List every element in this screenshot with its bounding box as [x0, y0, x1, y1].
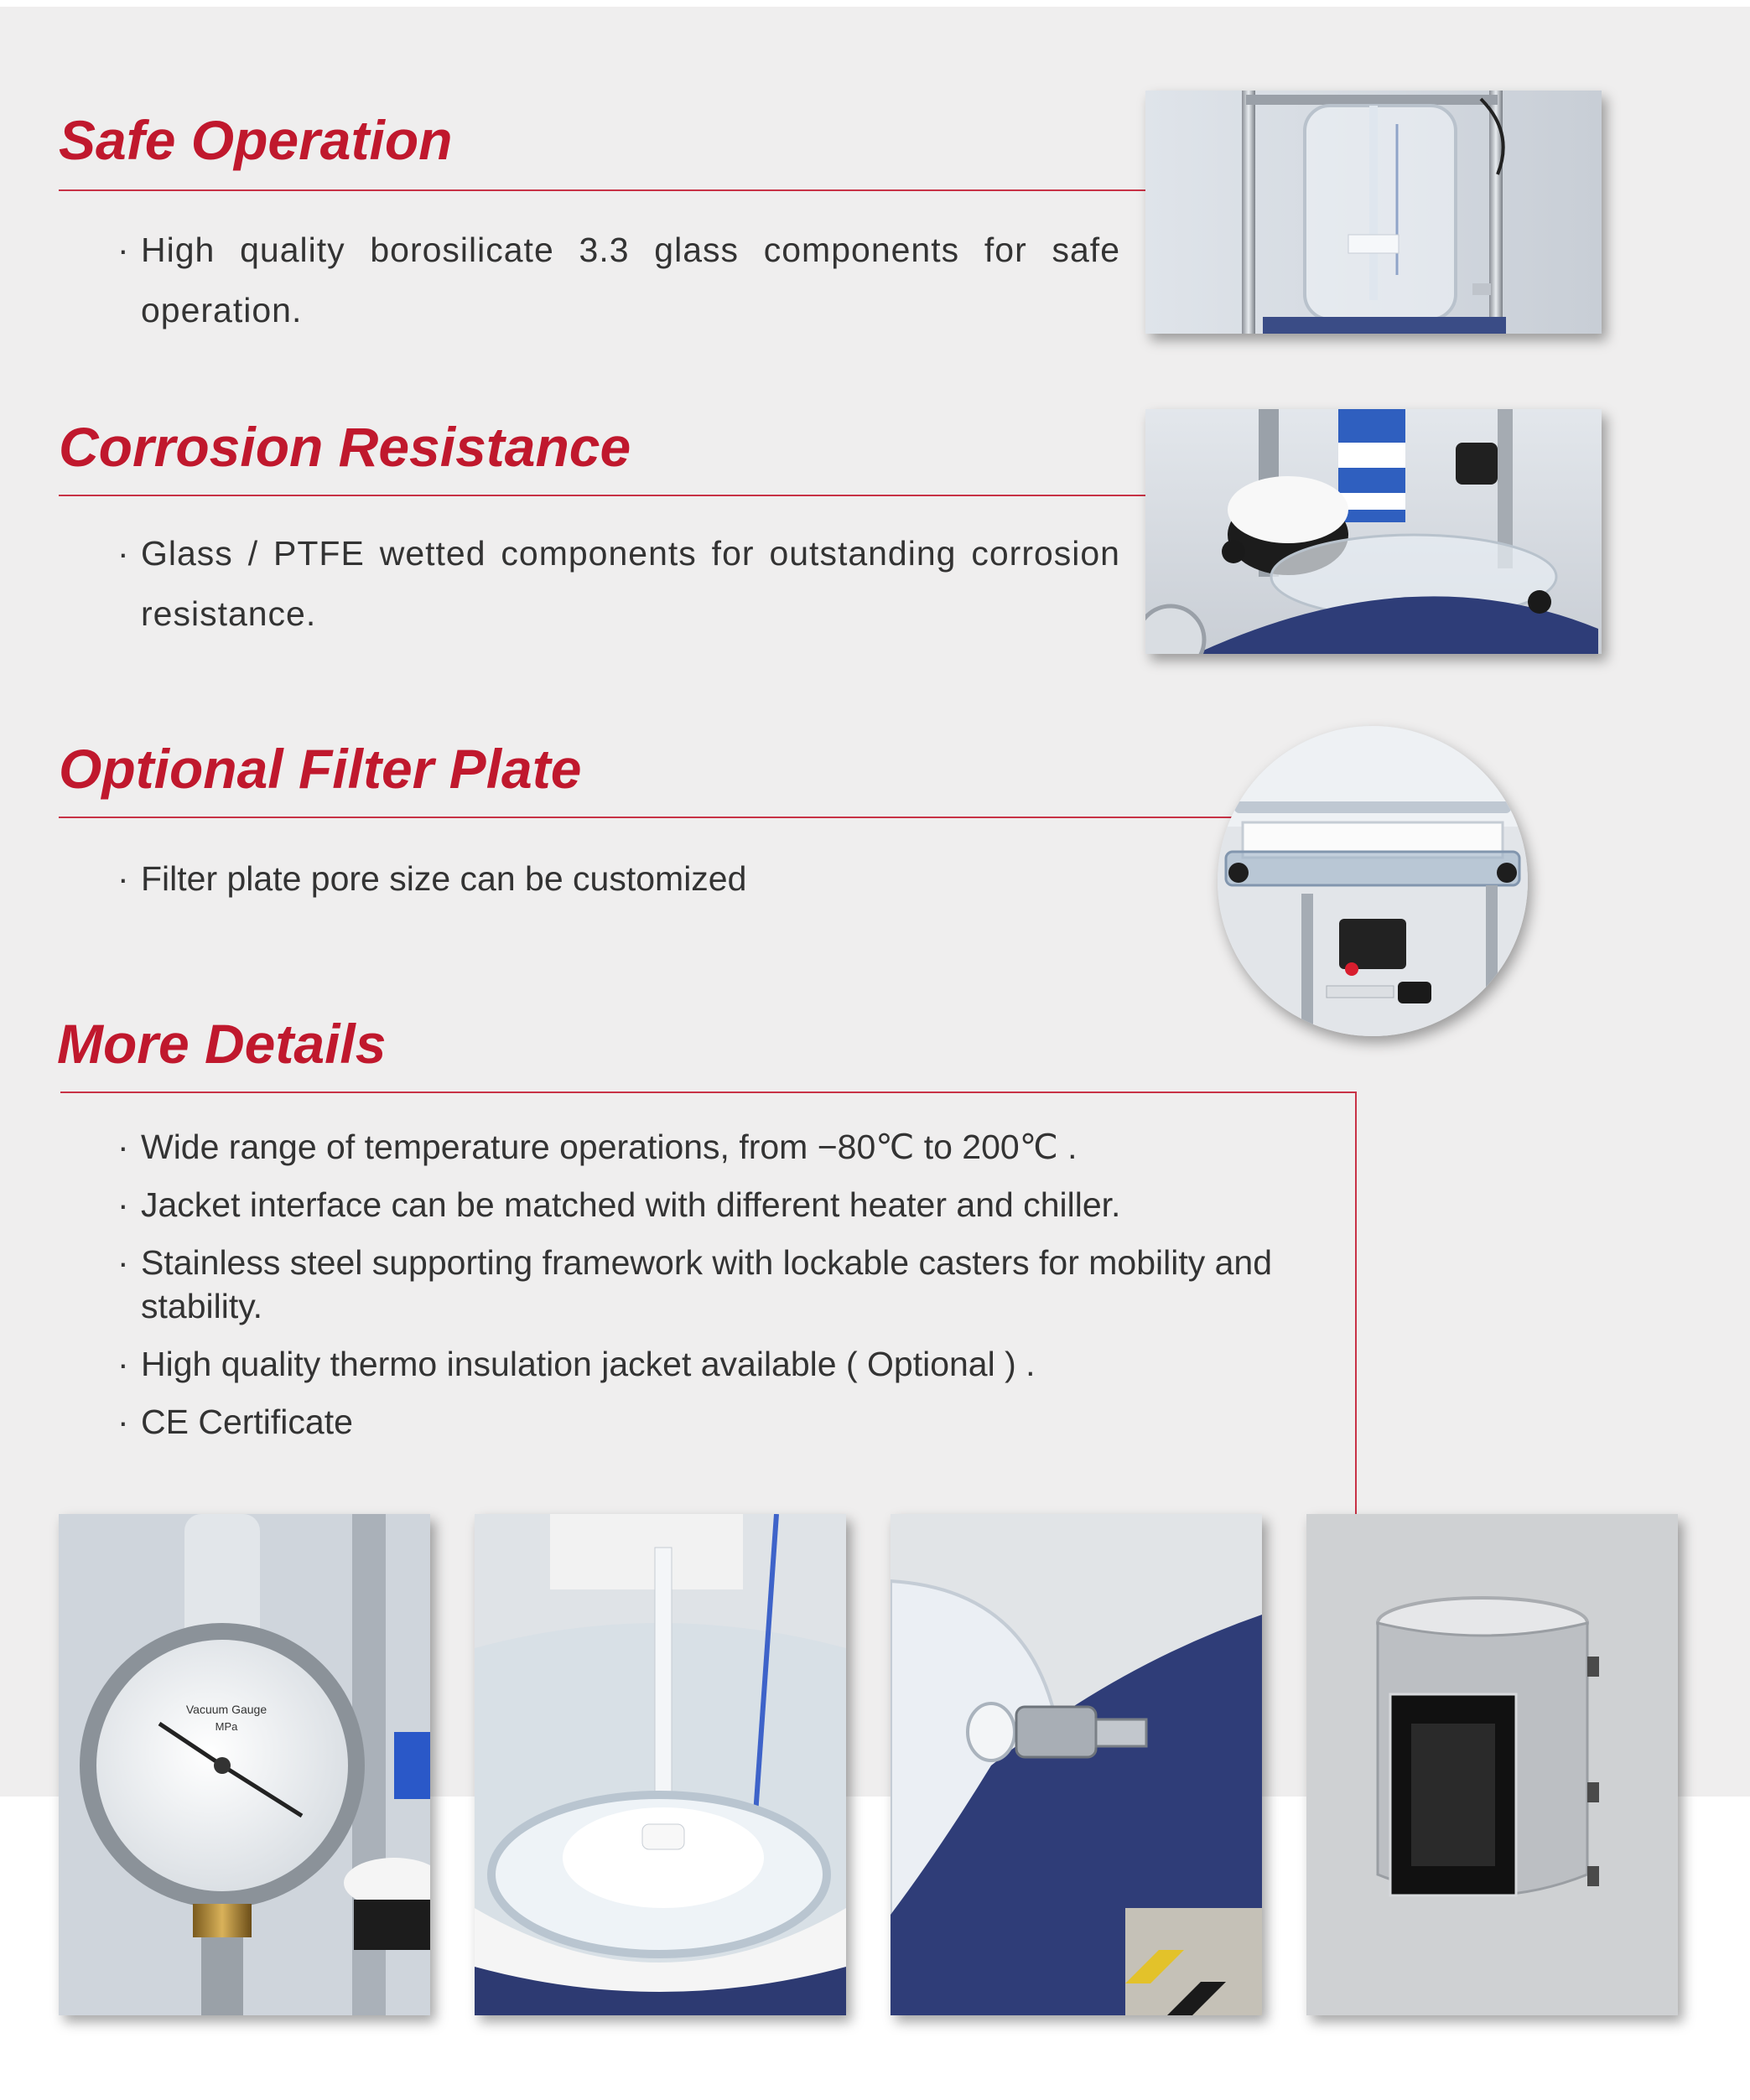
list-item — [117, 1183, 1315, 1226]
section-divider — [59, 817, 1233, 818]
bullet-text: Filter plate pore size can be customized — [141, 859, 747, 898]
list-item — [117, 1342, 1315, 1386]
bullet-marker: · — [117, 1128, 129, 1166]
bullet-marker: · — [117, 231, 129, 269]
bullet-text: High quality borosilicate 3.3 glass components for safe operation. — [141, 231, 1120, 329]
bullet-item — [117, 848, 1120, 909]
filter-plate-valve-photo — [1218, 726, 1528, 1036]
list-item-text: Wide range of temperature operations, from −80℃ to 200℃ . — [141, 1128, 1078, 1166]
section-title-safe-operation: Safe Operation — [59, 109, 453, 171]
vessel-bottom-stirrer-photo — [475, 1514, 846, 2015]
bullet-text: Glass / PTFE wetted components for outstanding corrosion resistance. — [141, 534, 1120, 633]
section-divider — [59, 495, 1145, 496]
vacuum-gauge-photo — [59, 1514, 430, 2015]
details-list — [117, 1125, 1315, 1458]
section-title-more-details: More Details — [57, 1013, 387, 1075]
section-title-corrosion-resistance: Corrosion Resistance — [59, 416, 631, 478]
thermo-insulation-jacket-photo — [1306, 1514, 1678, 2015]
bullet-marker: · — [117, 1243, 129, 1282]
bullet-marker: · — [117, 1345, 129, 1383]
list-item-text: CE Certificate — [141, 1403, 353, 1441]
bullet-item — [117, 523, 1120, 644]
list-item-text: Stainless steel supporting framework with lockable casters for mobility and stability. — [141, 1243, 1273, 1325]
jacket-hose-connector-photo — [891, 1514, 1262, 2015]
section-divider-vertical — [1355, 1091, 1357, 1514]
bullet-marker: · — [117, 1403, 129, 1441]
list-item-text: Jacket interface can be matched with different heater and chiller. — [141, 1185, 1121, 1224]
gauge-unit: MPa — [215, 1720, 238, 1733]
list-item-text: High quality thermo insulation jacket available ( Optional ) . — [141, 1345, 1036, 1383]
section-title-optional-filter-plate: Optional Filter Plate — [59, 738, 582, 800]
bullet-marker: · — [117, 1185, 129, 1224]
bullet-marker: · — [117, 859, 129, 898]
list-item — [117, 1241, 1315, 1328]
bullet-marker: · — [117, 534, 129, 573]
glass-reactor-vessel-photo — [1145, 91, 1602, 334]
list-item — [117, 1125, 1315, 1169]
gauge-label: Vacuum Gauge — [185, 1703, 267, 1716]
bullet-item — [117, 220, 1120, 340]
list-item — [117, 1400, 1315, 1444]
section-divider — [59, 189, 1145, 191]
section-divider — [60, 1091, 1357, 1093]
reactor-lid-ports-photo — [1145, 409, 1602, 654]
